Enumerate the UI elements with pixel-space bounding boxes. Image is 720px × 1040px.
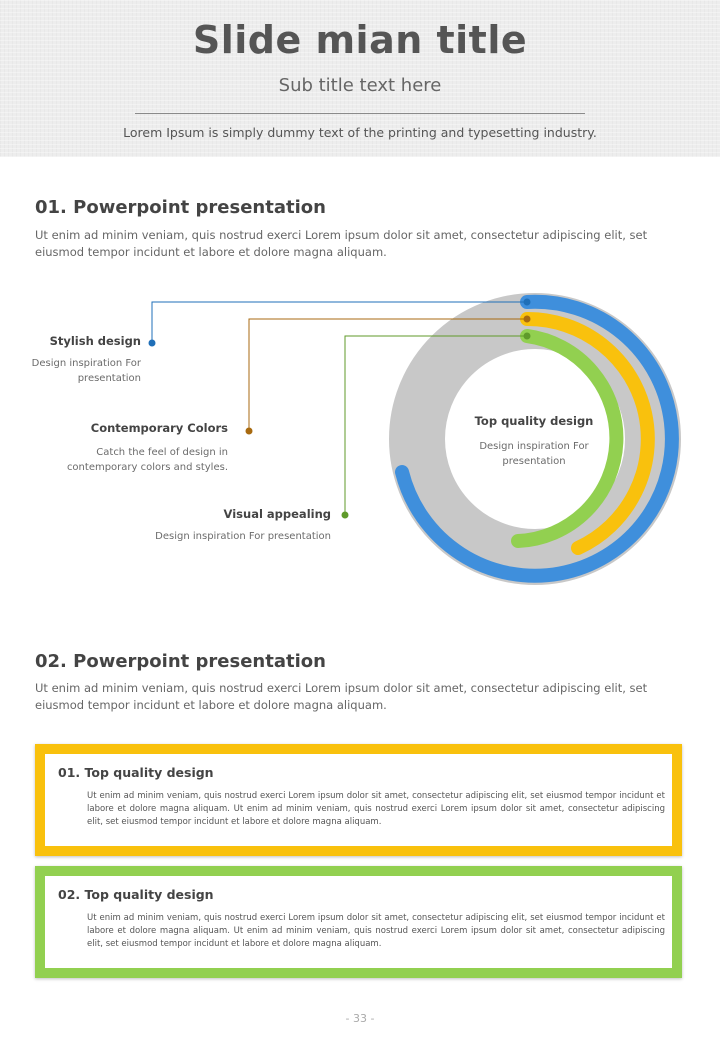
- connector-dot-visual-start: [524, 333, 531, 340]
- feature-box-2-text: Ut enim ad minim veniam, quis nostrud exerci Lorem ipsum dolor sit amet, consectetur adipiscing elit, set eiusmod tempor incidunt et labore et dolore magna aliquam. Ut enim ad minim veniam, quis nostrud exerci Lorem ipsum dolor sit amet, consectetur adipiscing elit, set eiusmod tempor incidunt et labore et dolore magna aliquam.: [87, 913, 665, 949]
- item-stylish-description: Design inspiration For presentation: [31, 358, 141, 384]
- connector-dot-contemporary-start: [524, 316, 531, 323]
- section2-title: 02. Powerpoint presentation: [35, 651, 326, 672]
- item-visual-description: Design inspiration For presentation: [155, 531, 331, 542]
- item-contemporary-description: Catch the feel of design in contemporary colors and styles.: [66, 447, 228, 473]
- feature-box-2-panel: [45, 876, 672, 968]
- slide-subtitle: Sub title text here: [278, 75, 442, 96]
- feature-box-2: [35, 866, 682, 978]
- feature-box-1-text: Ut enim ad minim veniam, quis nostrud exerci Lorem ipsum dolor sit amet, consectetur adipiscing elit, set eiusmod tempor incidunt et labore et dolore magna aliquam. Ut enim ad minim veniam, quis nostrud exerci Lorem ipsum dolor sit amet, consectetur adipiscing elit, set eiusmod tempor incidunt et labore et dolore magna aliquam.: [87, 791, 665, 827]
- section2-description: Ut enim ad minim veniam, quis nostrud exerci Lorem ipsum dolor sit amet, consectetur adipiscing elit, set eiusmod tempor incidunt et labore et dolore magna aliquam.: [35, 681, 648, 712]
- item-stylish-title: Stylish design: [49, 334, 141, 348]
- connector-dot-stylish-end: [149, 340, 156, 347]
- connector-dot-stylish-start: [524, 299, 531, 306]
- header-description: Lorem Ipsum is simply dummy text of the printing and typesetting industry.: [123, 125, 597, 140]
- ring-center-description: Design inspiration For presentation: [479, 441, 589, 467]
- item-contemporary-title: Contemporary Colors: [90, 421, 228, 435]
- section1-description: Ut enim ad minim veniam, quis nostrud exerci Lorem ipsum dolor sit amet, consectetur adipiscing elit, set eiusmod tempor incidunt et labore et dolore magna aliquam.: [35, 228, 648, 259]
- slide-title: Slide mian title: [192, 18, 528, 62]
- ring-center-title: Top quality design: [474, 414, 594, 428]
- connector-dot-visual-end: [342, 512, 349, 519]
- feature-box-1-panel: [45, 754, 672, 846]
- section1-title: 01. Powerpoint presentation: [35, 197, 326, 218]
- feature-box-1: [35, 744, 682, 856]
- page-number: - 33 -: [345, 1012, 375, 1025]
- connector-dot-contemporary-end: [246, 428, 253, 435]
- feature-box-2-title: 02. Top quality design: [58, 887, 214, 902]
- item-visual-title: Visual appealing: [223, 507, 331, 521]
- feature-box-1-title: 01. Top quality design: [58, 765, 214, 780]
